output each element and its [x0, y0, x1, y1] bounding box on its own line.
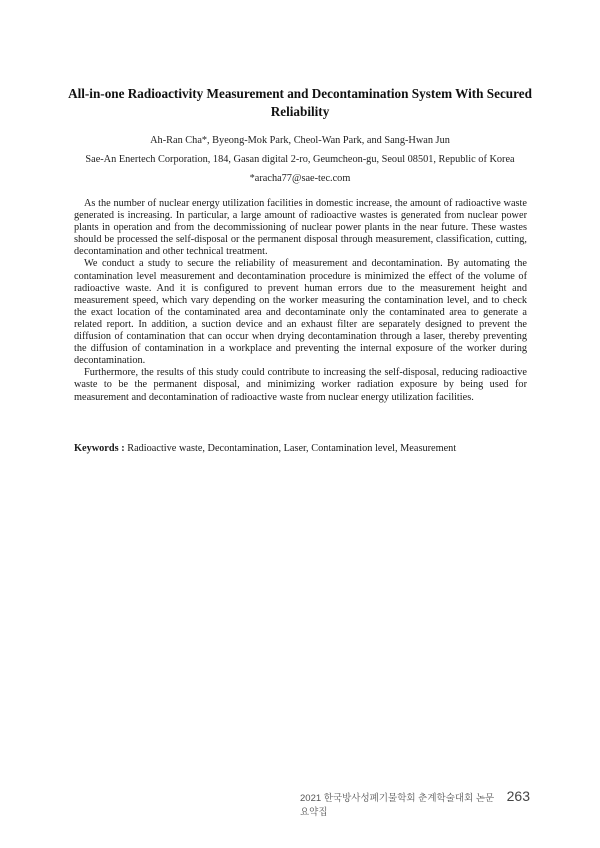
page-number: 263	[506, 788, 530, 804]
corresponding-email: *aracha77@sae-tec.com	[249, 173, 351, 184]
abstract-paragraph: We conduct a study to secure the reliability of measurement and decontamination. By automating the contamination level measurement and decontamination procedure is minimized the effect of the volume of radioactive waste. And it is configured to prevent human errors due to the measurement height and measurement speed, which vary depending on the worker measuring the contamination level, and to check the exact location of the contaminated area and decontaminate only the contaminated area to generate a related report. In addition, a suction device and an exhaust filter are separately designed to prevent the diffusion of contamination that can occur when drying decontamination through a laser, thereby preventing the diffusion of contamination in a workplace and preventing the internal exposure of the worker during decontamination.	[74, 258, 527, 367]
keywords	[74, 443, 534, 454]
conference-name: 2021 한국방사성폐기물학회 춘계학술대회 논문요약집	[300, 793, 495, 818]
author-list: Ah-Ran Cha*, Byeong-Mok Park, Cheol-Wan Park, and Sang-Hwan Jun	[150, 135, 450, 146]
page-footer	[300, 788, 530, 818]
abstract	[74, 198, 527, 404]
keywords-list: Radioactive waste, Decontamination, Laser, Contamination level, Measurement	[127, 443, 457, 454]
abstract-paragraph: As the number of nuclear energy utilization facilities in domestic increase, the amount of radioactive waste generated is increasing. In particular, a large amount of radioactive wastes is generated from nuclear power plants in operation and from the decommissioning of nuclear power plants in the near future. These wastes should be processed the self-disposal or the permanent disposal through measurement, classification, cutting, decontamination and other technical treatment.	[74, 198, 527, 258]
paper-title: All-in-one Radioactivity Measurement and Decontamination System With Secured Reliability	[68, 86, 532, 119]
affiliation: Sae-An Enertech Corporation, 184, Gasan digital 2-ro, Geumcheon-gu, Seoul 08501, Republic of Korea	[85, 154, 515, 165]
keywords-label: Keywords :	[74, 443, 125, 454]
abstract-paragraph: Furthermore, the results of this study could contribute to increasing the self-disposal, reducing radioactive waste to be the permanent disposal, and minimizing worker radiation exposure by being used for measurement and decontamination of radioactive waste from nuclear energy utilization facilities.	[74, 367, 527, 403]
